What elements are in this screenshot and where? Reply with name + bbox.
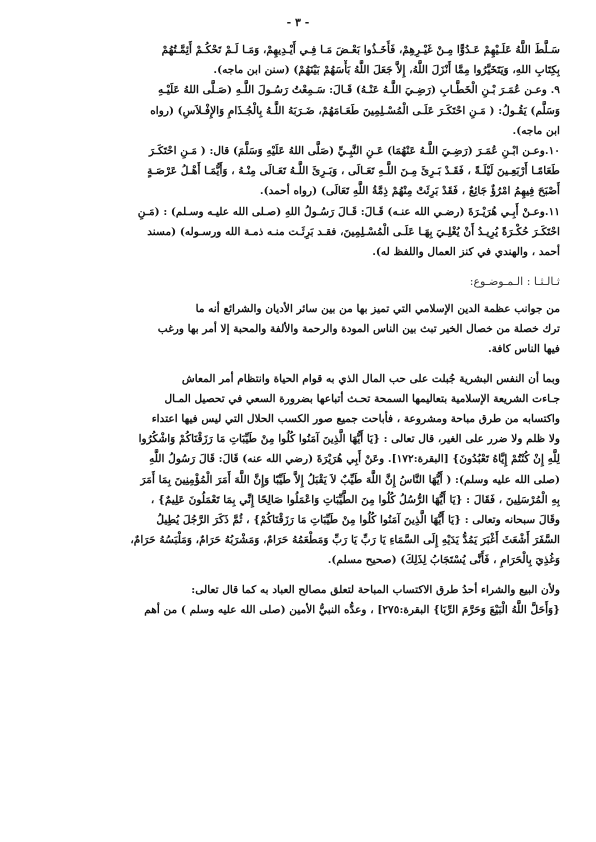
text-line: بِهِ الْمُرْسَلِينَ ، فَقَالَ : {يَا أَيُّهَا الرُّسُلُ كُلُوا مِنَ الطَّيِّبَاتِ وَاعْمَلُوا صَالِحًا إِنِّي بِمَا تَعْمَلُونَ عَلِيمٌ} ،	[150, 493, 560, 506]
text-line: سَـلَّطَ اللَّهُ عَلَـيْهِمْ عَـدُوًّا مِـنْ غَيْـرِهِمْ، فَأَخَـذُوا بَعْـضَ مَـا فِـي أَيْـدِيهِمْ، وَمَـا لَـمْ تَحْكُـمْ أَئِمَّـتُهُمْ	[161, 44, 560, 56]
text-line: (صلى الله عليه وسلم): ( أَيُّهَا النَّاسُ إِنَّ اللَّهَ طَيِّبٌ لاَ يَقْبَلُ إِلاَّ طَيِّبًا وَإِنَّ اللَّهَ أَمَرَ الْمُؤْمِنِينَ بِمَا أَمَرَ	[140, 473, 560, 486]
text-line: أَصْبَحَ فِيهِمُ امْرُؤٌ جَائِعٌ ، فَقَدْ بَرِئَتْ مِنْهُمْ ذِمَّةُ اللَّهِ تَعَالَى) (رواه أحمد).	[259, 185, 560, 198]
earning-paragraph	[36, 369, 560, 571]
text-line: طَعَامًـا أَرْبَعِـينَ لَيْلَـةً ، فَقَـدْ بَـرِئَ مِـنَ اللَّـهِ تَعَـالَى ، وَبَـرِئَ اللَّـهُ تَعَـالَى مِنْـهُ ، وَأَيُّمَـا أَهْـلُ عَرْصَـةٍ	[147, 165, 560, 178]
text-line: السَّفَرَ أَشْعَثَ أَغْبَرَ يَمُدُّ يَدَيْهِ إِلَى السَّمَاءِ يَا رَبِّ يَا رَبِّ وَمَطْعَمُهُ حَرَامٌ، وَمَشْرَبُهُ حَرَامٌ، وَمَلْبَسُهُ حَرَامٌ،	[130, 534, 560, 547]
hadith-paragraph	[36, 40, 560, 262]
text-line: ترك خصلة من خصال الخير تبث بين الناس المودة والرحمة والألفة والمحبة إلا أمر بها ورغب	[157, 323, 560, 336]
text-line: وقَالَ سبحانه وتعالى : {يَا أَيُّهَا الَّذِينَ آمَنُوا كُلُوا مِنْ طَيِّبَاتِ مَا رَزَقْنَاكُمْ} ، ثُمَّ ذَكَرَ الرَّجُلَ يُطِيلُ	[156, 513, 560, 526]
document-body	[36, 40, 560, 620]
text-line: واكتسابه من طرق مباحة ومشروعة ، فأباحت جميع صور الكسب الحلال التي ليس فيها اعتداء	[151, 413, 560, 425]
text-line: جـاءت الشريعة الإسلامية بتعاليمها السمحة تحـث أتباعها بضرورة السعي في تحصيل المـال	[164, 392, 560, 405]
text-line: وَغُذِيَ بِالْحَرَامِ ، فَأَنَّى يُسْتَجَابُ لِذَلِكَ) (صحيح مسلم).	[327, 554, 560, 567]
text-line: من جوانب عظمة الدين الإسلامي التي تميز بها من بين سائر الأديان والشرائع أنه ما	[195, 303, 560, 316]
text-line: ولا ظلم ولا ضرر على الغير، قال تعالى : {يَا أَيُّهَا الَّذِينَ آمَنُوا كُلُوا مِنْ طَيِّبَاتِ مَا رَزَقْنَاكُمْ وَاشْكُرُوا	[138, 433, 560, 446]
text-line: فيها الناس كافة.	[488, 343, 560, 356]
text-line: ابن ماجه).	[512, 124, 560, 137]
text-line: ٩. وعـن عُمَـرَ بْـنِ الْخَطَّـابِ (رَضِـيَ اللَّـهُ عَنْـهُ) قَـالَ: سَـمِعْتُ رَسُـولَ اللَّـهِ (صَـلَّى اللهُ عَلَيْـهِ	[158, 84, 560, 97]
page-number: - ٣ -	[286, 16, 310, 29]
text-line: وبما أن النفس البشرية جُبلت على حب المال الذي به قوام الحياة وانتظام أمر المعاش	[181, 372, 560, 385]
text-line: ولأن البيع والشراء أحدُ طرق الاكتساب المباحة لتعلق مصالح العباد به كما قال تعالى:	[191, 583, 560, 596]
section-heading: ثـالـثـا : الـمـوضـوع:	[469, 275, 560, 289]
trade-paragraph	[36, 580, 560, 620]
text-line: بِكِتَابِ اللهِ، وَيَتَخَيَّرُوا مِمَّا أَنْزَلَ اللَّهُ، إِلاَّ جَعَلَ اللَّهُ بَأْسَهُمْ بَيْنَهُمْ) (سنن ابن ماجه).	[213, 64, 560, 77]
text-line: لِلَّهِ إِنْ كُنْتُمْ إِيَّاهُ تَعْبُدُونَ} [البقرة:١٧٢]. وعَنْ أَبِي هُرَيْرَةَ (رضي الله عنه) قَالَ: قَالَ رَسُولُ اللَّهِ	[149, 453, 560, 466]
text-line: ١١.وعـنْ أَبِـي هُرَيْـرَةَ (رضـي الله عنـه) قَـالَ: قَـالَ رَسُـولُ اللهِ (صـلى الله عليـه وسـلم) : (مَـنِ	[137, 205, 560, 218]
text-line: ١٠.وعـن ابْـنِ عُمَـرَ (رَضِـيَ اللَّـهُ عَنْهُمَا) عَـنِ النَّبِـيِّ (صَلَّى اللهُ عَلَيْهِ وَسَلَّمَ) قال: ( مَـنِ احْتَكَـرَ	[149, 144, 560, 157]
text-line: احْتَكَـرَ حُكْـرَةً يُرِيـدُ أَنْ يُغْلِـيَ بِهَـا عَلَـى الْمُسْـلِمِينَ، فقـد بَرِئَـت منـه ذمـة الله ورسـوله) (مسند	[147, 225, 560, 238]
text-line: {وَأَحَلَّ اللَّهُ الْبَيْعَ وَحَرَّمَ الرِّبَا} البقرة:٢٧٥] ، وعدُّه النبيُّ الأمين (صلى الله عليه وسلم ) من أهم	[144, 603, 560, 616]
text-line: أحمد ، والهندي في كنز العمال واللفظ له).	[372, 245, 560, 258]
text-line: وَسَلَّم) يَقُـولُ: ( مَـنِ احْتَكَـرَ عَلَـى الْمُسْـلِمِينَ طَعَـامَهُمْ، ضَـرَبَهُ اللَّـهُ بِالْجُـذَامِ وَالإِفْـلاَسِ) (رواه	[150, 104, 560, 117]
intro-paragraph	[36, 299, 560, 360]
